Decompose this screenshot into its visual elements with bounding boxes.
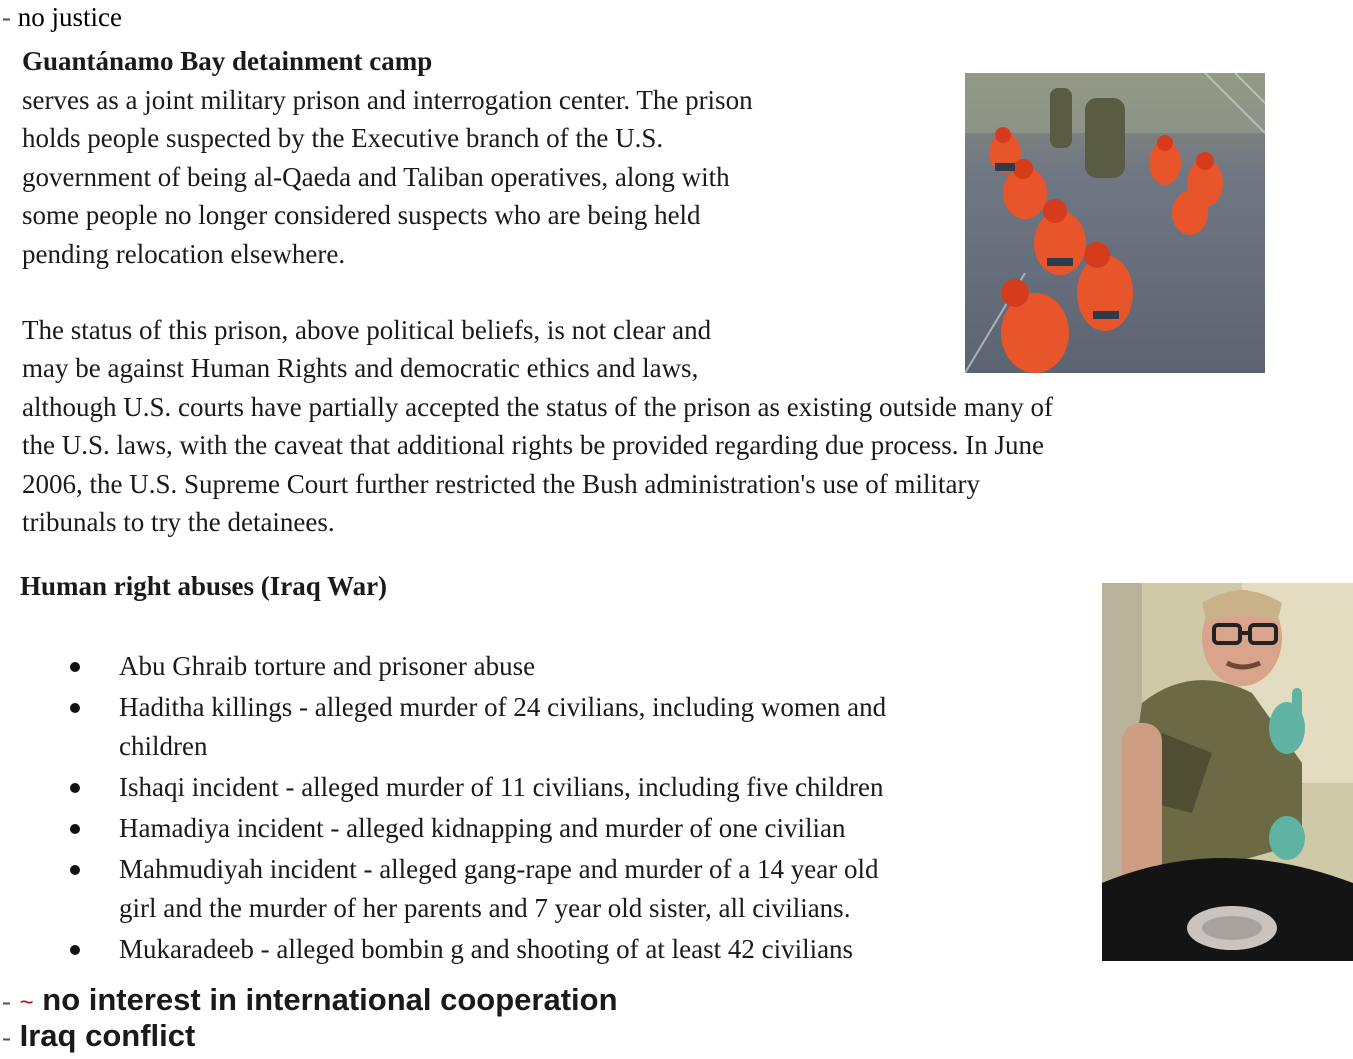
paragraph-line: may be against Human Rights and democratic ethics and laws, [22, 353, 699, 384]
guantanamo-paragraph-1 [22, 81, 942, 273]
list-item [0, 930, 886, 969]
list-item [0, 647, 886, 686]
paragraph-line: 2006, the U.S. Supreme Court further restricted the Bush administration's use of military [22, 468, 980, 499]
list-item [0, 768, 886, 807]
dash-marker: - [2, 1022, 11, 1052]
top-line [2, 0, 122, 34]
paragraph-line: tribunals to try the detainees. [22, 507, 335, 538]
guantanamo-detainees-photo [965, 73, 1265, 373]
bullet-icon [70, 662, 80, 672]
list-item [0, 809, 886, 848]
bottom-line-international [2, 983, 618, 1020]
list-item-line: Haditha killings - alleged murder of 24 civilians, including women and [119, 691, 887, 722]
paragraph-line: pending relocation elsewhere. [22, 238, 346, 269]
bullet-icon [70, 824, 80, 834]
list-item-line: Hamadiya incident - alleged kidnapping and murder of one civilian [119, 813, 846, 844]
guantanamo-heading: Guantánamo Bay detainment camp [22, 46, 433, 76]
list-item-line: children [119, 731, 208, 762]
bottom-line-iraq [2, 1019, 195, 1054]
list-item-line: Mahmudiyah incident - alleged gang-rape and murder of a 14 year old [119, 854, 879, 885]
bullet-icon [70, 865, 80, 875]
tilde-marker: ~ [19, 989, 34, 1016]
paragraph-line: although U.S. courts have partially accepted the status of the prison as existing outside many of [22, 391, 1054, 422]
abu-ghraib-photo [1102, 583, 1353, 961]
paragraph-line: holds people suspected by the Executive branch of the U.S. [22, 123, 664, 154]
top-line-text: no justice [17, 2, 122, 32]
dash-marker: - [2, 2, 11, 32]
bottom-line-text: Iraq conflict [19, 1018, 196, 1053]
abuse-list [0, 647, 886, 971]
bullet-icon [70, 783, 80, 793]
paragraph-line: The status of this prison, above political beliefs, is not clear and [22, 315, 712, 345]
bullet-icon [70, 703, 80, 713]
dash-marker: - [2, 986, 11, 1016]
paragraph-line: some people no longer considered suspects who are being held [22, 200, 701, 231]
list-item-line: Ishaqi incident - alleged murder of 11 civilians, including five children [119, 772, 884, 803]
list-item-line: Mukaradeeb - alleged bombin g and shooting of at least 42 civilians [119, 934, 854, 965]
list-item [0, 688, 886, 767]
paragraph-line: government of being al-Qaeda and Taliban operatives, along with [22, 161, 730, 192]
list-item-line: girl and the murder of her parents and 7 year old sister, all civilians. [119, 893, 851, 924]
paragraph-line: the U.S. laws, with the caveat that additional rights be provided regarding due process. In June [22, 430, 1044, 461]
bullet-icon [70, 945, 80, 955]
bottom-line-text: no interest in international cooperation [42, 982, 618, 1017]
list-item-line: Abu Ghraib torture and prisoner abuse [119, 651, 536, 681]
iraq-abuses-heading: Human right abuses (Iraq War) [20, 571, 388, 601]
paragraph-line: serves as a joint military prison and interrogation center. The prison [22, 85, 753, 115]
list-item [0, 850, 886, 929]
